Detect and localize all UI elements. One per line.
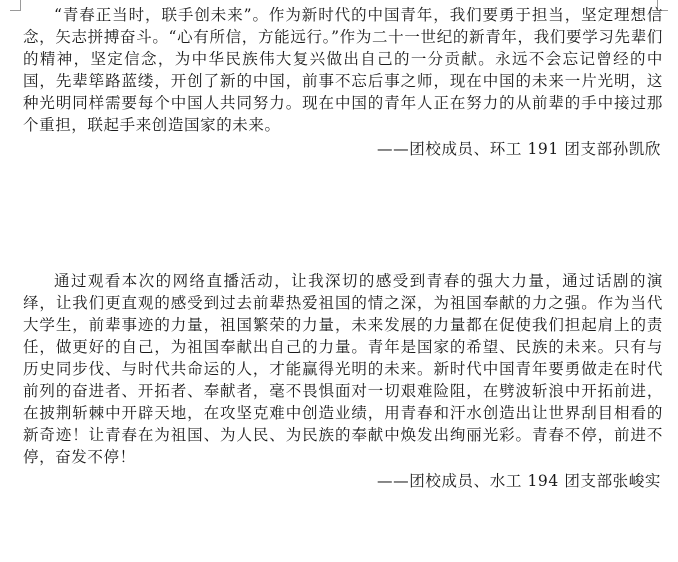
crop-mark-top-left — [10, 0, 21, 11]
reflection-section-2 — [23, 270, 663, 492]
author-signature: ——团校成员、环工 191 团支部孙凯欣 — [377, 140, 661, 158]
reflection-paragraph: 通过观看本次的网络直播活动，让我深切的感受到青春的强大力量，通过话剧的演绎，让我们更直观的感受到过去前辈热爱祖国的情之深，为祖国奉献的力之强。作为当代大学生，前辈事迹的力量，祖国繁荣的力量，未来发展的力量都在促使我们担起肩上的责任，做更好的自己，为祖国奉献出自己的力量。青年是国家的希望、民族的未来。只有与历史同步伐、与时代共命运的人，才能赢得光明的未来。新时代中国青年要勇做走在时代前列的奋进者、开拓者、奉献者，毫不畏惧面对一切艰难险阻，在劈波斩浪中开拓前进，在披荆斩棘中开辟天地，在攻坚克难中创造业绩，用青春和汗水创造出让世界刮目相看的新奇迹！让青春在为祖国、为人民、为民族的奉献中焕发出绚丽光彩。青春不停，前进不停，奋发不停！ — [23, 272, 663, 466]
reflection-section-1 — [23, 4, 663, 160]
author-signature: ——团校成员、水工 194 团支部张峻实 — [377, 472, 661, 490]
reflection-paragraph: “青春正当时，联手创未来”。作为新时代的中国青年，我们要勇于担当，坚定理想信念，矢志拼搏奋斗。“心有所信，方能远行。”作为二十一世纪的新青年，我们要学习先辈们的精神，坚定信念，为中华民族伟大复兴做出自己的一分贡献。永远不会忘记曾经的中国，先辈筚路蓝缕，开创了新的中国，前事不忘后事之师，现在中国的未来一片光明，这种光明同样需要每个中国人共同努力。现在中国的青年人正在努力的从前辈的手中接过那个重担，联起手来创造国家的未来。 — [23, 6, 663, 134]
